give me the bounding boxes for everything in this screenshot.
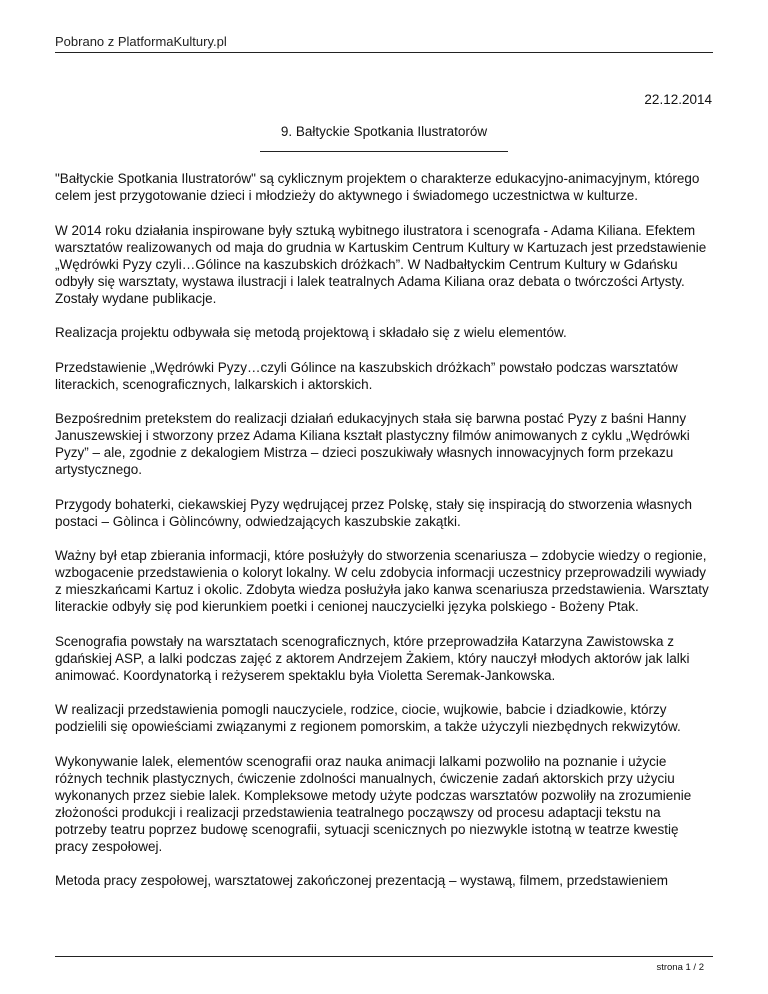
header-divider: [55, 52, 713, 53]
paragraph: Realizacja projektu odbywała się metodą projektową i składało się z wielu elementów.: [55, 325, 567, 340]
paragraph: Metoda pracy zespołowej, warsztatowej zakończonej prezentacją – wystawą, filmem, przedstawieniem: [55, 873, 669, 888]
source-header: Pobrano z PlatformaKultury.pl: [55, 34, 227, 49]
paragraph: Przygody bohaterki, ciekawskiej Pyzy wędrującej przez Polskę, stały się inspiracją do stworzenia własnych postaci – Gòlinca i Gòlincówny, odwiedzających kaszubskie zakątki.: [55, 496, 693, 529]
paragraph: Przedstawienie „Wędrówki Pyzy…czyli Gólince na kaszubskich dróżkach” powstało podczas warsztatów literackich, scenograficznych, lalkarskich i aktorskich.: [55, 359, 678, 392]
paragraph: Bezpośrednim pretekstem do realizacji działań edukacyjnych stała się barwna postać Pyzy z baśni Hanny Januszewskiej i stworzony przez Adama Kiliana kształt plastyczny filmów animowanych z cyklu „Wędrówki Pyzy” – ale, zgodnie z dekalogiem Mistrza – dzieci poszukiwały własnych innowacyjnych form przekazu artystycznego.: [55, 411, 690, 477]
footer-divider: [55, 956, 713, 957]
paragraph: "Bałtyckie Spotkania Ilustratorów" są cyklicznym projektem o charakterze edukacyjno-animacyjnym, którego celem jest przygotowanie dzieci i młodzieży do aktywnego i świadomego uczestnictwa w kulturze.: [55, 171, 700, 203]
paragraph: W realizacji przedstawienia pomogli nauczyciele, rodzice, ciocie, wujkowie, babcie i dziadkowie, którzy podzielili się opowieściami związanymi z regionem pomorskim, a także użyczyli niezbędnych rekwizytów.: [55, 702, 681, 734]
paragraph: Scenografia powstały na warsztatach scenograficznych, które przeprowadziła Katarzyna Zawistowska z gdańskiej ASP, a lalki podczas zajęć z aktorem Andrzejem Żakiem, który nauczył młodych aktorów jak lalki animować. Koordynatorką i reżyserem spektaklu była Violetta Seremak-Jankowska.: [55, 633, 690, 683]
document-title: 9. Bałtyckie Spotkania Ilustratorów: [280, 124, 488, 139]
title-underline: [260, 151, 508, 152]
document-date: 22.12.2014: [644, 92, 712, 107]
paragraph: Ważny był etap zbierania informacji, które posłużyły do stworzenia scenariusza – zdobycie wiedzy o regionie, wzbogacenie przedstawienia o koloryt lokalny. W celu zdobycia informacji uczestnicy przeprowadzili wywiady z mieszkańcami Kartuz i okolic. Zdobyta wiedza posłużyła jako kanwa scenariusza przedstawienia. Warsztaty literackie odbyły się pod kierunkiem poetki i cenionej nauczycielki języka polskiego - Bożeny Ptak.: [55, 548, 709, 614]
document-body: [55, 170, 715, 907]
paragraph: W 2014 roku działania inspirowane były sztuką wybitnego ilustratora i scenografa - Adama Kiliana. Efektem warsztatów realizowanych od maja do grudnia w Kartuskim Centrum Kultury w Kartuzach jest przedstawienie „Wędrówki Pyzy czyli…Gólince na kaszubskich dróżkach”. W Nadbałtyckim Centrum Kultury w Gdańsku odbyły się warsztaty, wystawa ilustracji i lalek teatralnych Adama Kiliana oraz debata o twórczości Artysty. Zostały wydane publikacje.: [55, 222, 707, 306]
paragraph: Wykonywanie lalek, elementów scenografii oraz nauka animacji lalkami pozwoliło na poznanie i użycie różnych technik plastycznych, ćwiczenie zdolności manualnych, ćwiczenie zadań aktorskich przy użyciu wykonanych przez siebie lalek. Kompleksowe metody użyte podczas warsztatów pozwoliły na zrozumienie złożoności produkcji i realizacji przedstawienia teatralnego począwszy od procesu adaptacji tekstu na potrzeby teatru poprzez budowę scenografii, sytuacji scenicznych po niezwykle istotną w teatrze kwestię pracy zespołowej.: [55, 753, 692, 854]
page-number: strona 1 / 2: [656, 962, 704, 973]
